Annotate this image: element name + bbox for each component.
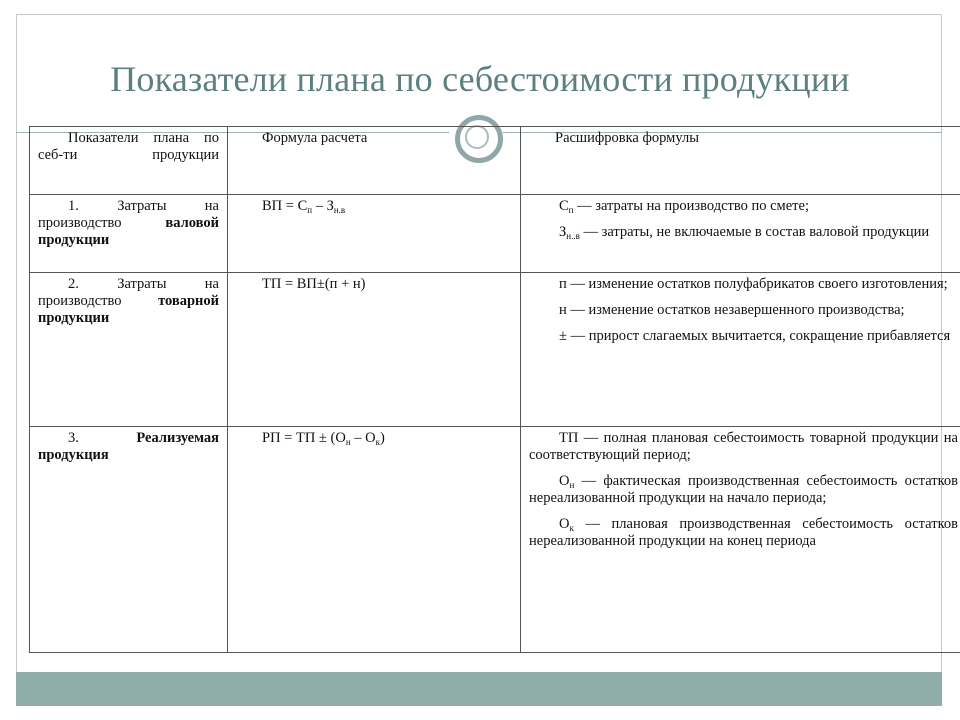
row1-label: Затраты на производство <box>38 198 219 231</box>
row1-indicator <box>30 195 228 273</box>
row2-decoding <box>521 273 960 427</box>
row2-indicator <box>30 273 228 427</box>
note-lead: п <box>559 276 567 292</box>
row1-note <box>529 198 958 215</box>
row3-formula <box>228 427 521 653</box>
header-decoding: Расшифровка формулы <box>521 127 960 195</box>
row2-label: Затраты на производство <box>38 276 219 309</box>
row3-decoding <box>521 427 960 653</box>
row1-decoding <box>521 195 960 273</box>
table-row <box>30 427 960 653</box>
header-formula: Формула расчета <box>228 127 521 195</box>
row2-note <box>529 302 958 319</box>
note-text: — полная плановая себестоимость товарной продукции на соответствующий период; <box>529 430 958 463</box>
note-text: — фактическая производственная себестоимость остатков нереализованной продукции на начало периода; <box>529 473 958 506</box>
row3-formula-part: – О <box>350 430 376 446</box>
table-row <box>30 195 960 273</box>
note-text: — изменение остатков полуфабрикатов своего изготовления; <box>566 276 948 292</box>
row1-label-bold: валовой продукции <box>38 215 219 248</box>
row3-formula-sub: к <box>375 437 380 447</box>
row3-note <box>529 516 958 550</box>
note-lead: ТП <box>559 430 579 446</box>
note-lead: О <box>559 473 570 489</box>
slide-title: Показатели плана по себестоимости продукции <box>110 59 850 99</box>
note-lead: С <box>559 198 569 214</box>
note-lead: З <box>559 224 567 240</box>
row3-formula-part: ) <box>380 430 385 446</box>
row1-formula-sub: н.в <box>333 205 346 215</box>
note-lead: ± <box>559 328 567 344</box>
note-text: — изменение остатков незавершенного производства; <box>566 302 905 318</box>
cost-plan-table <box>29 126 960 653</box>
row2-number: 2. <box>68 276 79 292</box>
note-text: — затраты на производство по смете; <box>573 198 809 214</box>
note-lead-sub: п <box>568 205 574 215</box>
note-text: — плановая производственная себестоимость остатков нереализованной продукции на конец периода <box>529 516 958 549</box>
row1-formula-part: ВП = С <box>262 198 308 214</box>
note-lead-sub: к <box>569 523 574 533</box>
table-row <box>30 273 960 427</box>
note-lead-sub: н..в <box>566 231 580 241</box>
note-text: — прирост слагаемых вычитается, сокращение прибавляется <box>566 328 951 344</box>
note-lead: О <box>559 516 570 532</box>
row2-note <box>529 276 958 293</box>
row2-label-bold: товарной продукции <box>38 293 219 326</box>
note-lead: н <box>559 302 567 318</box>
header-indicators: Показатели плана по себ-ти продукции <box>30 127 228 195</box>
row1-formula <box>228 195 521 273</box>
row3-note <box>529 430 958 464</box>
row2-formula <box>228 273 521 427</box>
row1-formula-sub: п <box>307 205 313 215</box>
row3-label-bold: Реализуемая продукция <box>38 430 219 463</box>
row3-indicator <box>30 427 228 653</box>
row3-number: 3. <box>68 430 79 446</box>
note-text: — затраты, не включаемые в состав валовой продукции <box>579 224 930 240</box>
row2-note <box>529 328 958 345</box>
table-header-row <box>30 127 960 195</box>
row2-formula-part: ТП = ВП±(п + н) <box>262 276 366 292</box>
row3-formula-part: РП = ТП ± (О <box>262 430 346 446</box>
footer-bar <box>16 672 942 706</box>
row3-formula-sub: н <box>345 437 351 447</box>
row3-note <box>529 473 958 507</box>
row1-note <box>529 224 958 241</box>
row1-formula-part: – З <box>312 198 334 214</box>
note-lead-sub: н <box>569 480 575 490</box>
row1-number: 1. <box>68 198 79 214</box>
